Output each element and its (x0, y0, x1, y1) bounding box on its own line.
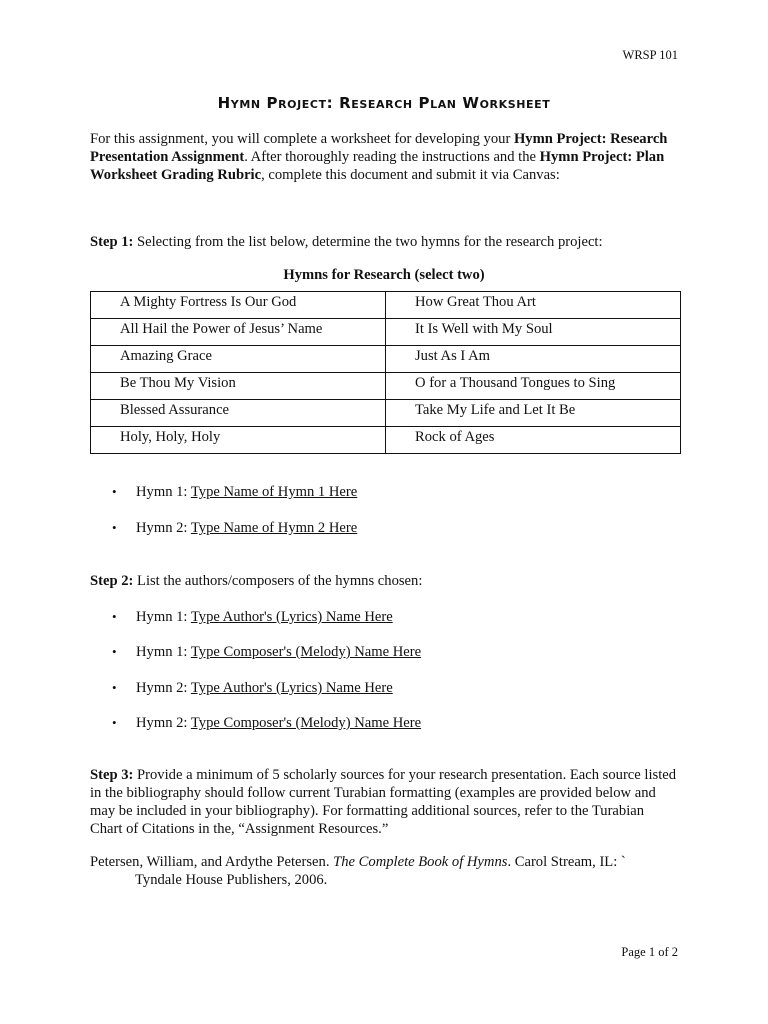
intro-rubric-name: Hymn Project: Plan Worksheet Grading Rubric (90, 149, 665, 183)
hymn-table-title: Hymns for Research (select two) (283, 267, 485, 283)
table-cell: Take My Life and Let It Be (386, 400, 681, 427)
table-cell: Amazing Grace (91, 346, 386, 373)
bullet-icon: • (112, 644, 117, 659)
step2-paragraph (90, 572, 422, 590)
bullet-prefix: Hymn 2: (136, 680, 191, 696)
table-row (91, 427, 681, 454)
course-code: WRSP 101 (622, 48, 678, 62)
step3-label: Step 3: (90, 767, 134, 783)
hymn-table (90, 291, 681, 454)
table-cell: All Hail the Power of Jesus’ Name (91, 319, 386, 346)
intro-paragraph (90, 130, 680, 184)
list-item (112, 483, 357, 501)
bullet-prefix: Hymn 2: (136, 520, 191, 536)
step1-label: Step 1: (90, 234, 134, 250)
table-cell: Rock of Ages (386, 427, 681, 454)
intro-text-1: For this assignment, you will complete a worksheet for developing your (90, 131, 514, 147)
step1-paragraph (90, 233, 680, 251)
bullet-prefix: Hymn 1: (136, 609, 191, 625)
table-cell: O for a Thousand Tongues to Sing (386, 373, 681, 400)
hymn-1-name-field[interactable]: Type Name of Hymn 1 Here (190, 484, 358, 500)
step3-paragraph (90, 766, 680, 838)
step1-text: Selecting from the list below, determine the two hymns for the research project: (133, 234, 603, 250)
table-row (91, 346, 681, 373)
intro-text-3: , complete this document and submit it via Canvas: (261, 167, 560, 183)
bibliography-book-title: The Complete Book of Hymns (333, 854, 508, 870)
hymn-2-composer-field[interactable]: Type Composer's (Melody) Name Here (190, 715, 422, 731)
bullet-icon: • (112, 520, 117, 535)
bibliography-line-1 (90, 853, 680, 871)
bibliography-entry (90, 853, 680, 889)
step2-label: Step 2: (90, 573, 134, 589)
table-row (91, 319, 681, 346)
table-cell: How Great Thou Art (386, 292, 681, 319)
step3-text: Provide a minimum of 5 scholarly sources for your research presentation. Each source listed in the bibliography should follow current Turabian formatting (examples are provided below and may be included in your bibliography). For formatting additional sources, refer to the Turabian Chart of Citations in the, “Assignment Resources.” (90, 767, 677, 837)
bibliography-continuation: Tyndale House Publishers, 2006. (135, 872, 328, 888)
bullet-prefix: Hymn 2: (136, 715, 191, 731)
step2-text: List the authors/composers of the hymns chosen: (133, 573, 423, 589)
hymn-1-author-field[interactable]: Type Author's (Lyrics) Name Here (190, 609, 393, 625)
table-cell: It Is Well with My Soul (386, 319, 681, 346)
bullet-prefix: Hymn 1: (136, 484, 191, 500)
bibliography-publisher-place: . Carol Stream, IL: ` (507, 854, 626, 870)
hymn-1-composer-field[interactable]: Type Composer's (Melody) Name Here (190, 644, 422, 660)
hymn-2-name-field[interactable]: Type Name of Hymn 2 Here (190, 520, 358, 536)
list-item (112, 519, 357, 537)
table-row (91, 400, 681, 427)
bullet-prefix: Hymn 1: (136, 644, 191, 660)
bullet-icon: • (112, 484, 117, 499)
bullet-icon: • (112, 609, 117, 624)
table-row (91, 292, 681, 319)
table-cell: Be Thou My Vision (91, 373, 386, 400)
list-item (112, 714, 421, 732)
table-cell: Just As I Am (386, 346, 681, 373)
bibliography-author: Petersen, William, and Ardythe Petersen. (90, 854, 334, 870)
page-number: Page 1 of 2 (621, 945, 678, 959)
intro-assignment-name: Hymn Project: Research Presentation Assignment (90, 131, 668, 165)
table-cell: Blessed Assurance (91, 400, 386, 427)
list-item (112, 608, 393, 626)
bullet-icon: • (112, 680, 117, 695)
table-cell: A Mighty Fortress Is Our God (91, 292, 386, 319)
bullet-icon: • (112, 715, 117, 730)
list-item (112, 643, 421, 661)
page-title: Hymn Project: Research Plan Worksheet (217, 94, 551, 112)
intro-text-2: . After thoroughly reading the instructions and the (244, 149, 540, 165)
list-item (112, 679, 393, 697)
hymn-2-author-field[interactable]: Type Author's (Lyrics) Name Here (190, 680, 393, 696)
table-row (91, 373, 681, 400)
table-cell: Holy, Holy, Holy (91, 427, 386, 454)
